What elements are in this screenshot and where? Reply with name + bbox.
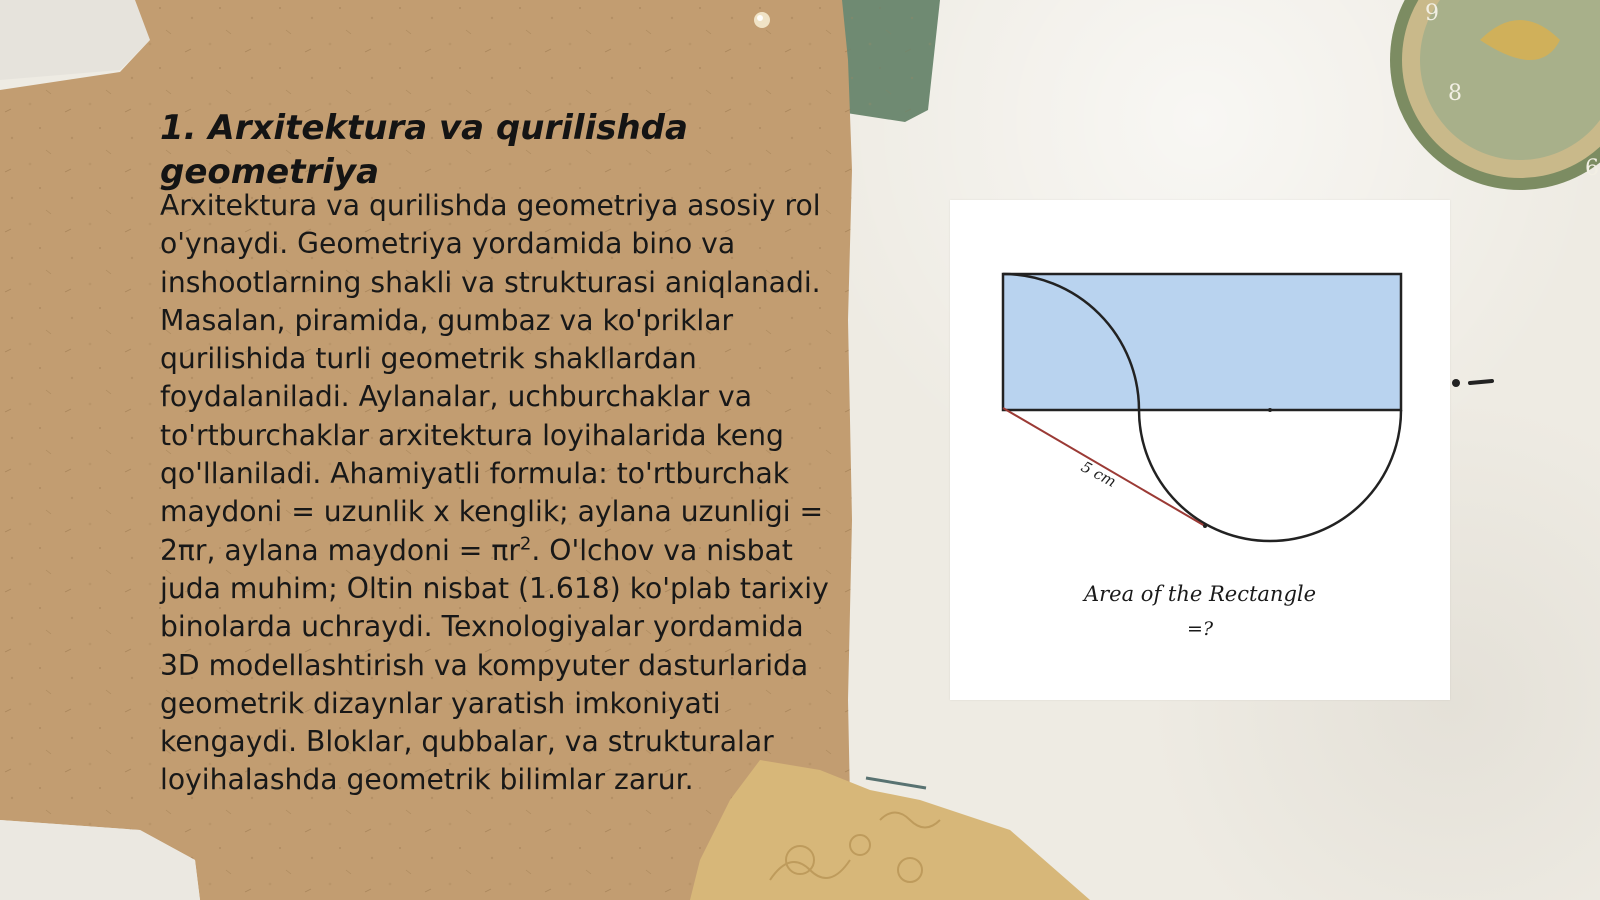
body-text-superscript: 2 bbox=[519, 533, 532, 555]
rectangle-shape bbox=[1003, 274, 1401, 410]
figure-caption-question: =? bbox=[1186, 618, 1214, 640]
svg-text:9: 9 bbox=[1425, 1, 1439, 26]
figure-caption-title: Area of the Rectangle bbox=[1083, 582, 1317, 606]
svg-text:6: 6 bbox=[1585, 156, 1599, 181]
clock-decoration bbox=[1390, 0, 1600, 190]
center-point bbox=[1268, 408, 1272, 412]
slide-title: 1. Arxitektura va qurilishda geometriya bbox=[160, 108, 688, 192]
semicircle-arc bbox=[1139, 410, 1401, 541]
slide-body-text bbox=[160, 187, 832, 800]
geometry-figure-card bbox=[950, 200, 1450, 700]
dimension-label: 5 cm bbox=[1078, 457, 1120, 491]
body-text-part-2: . O'lchov va nisbat juda muhim; Oltin nisbat (1.618) ko'plab tarixiy binolarda uchraydi. Texnologiyalar yordamida 3D modellashtirish va kompyuter dasturlarida geometrik dizaynlar yaratish imkoniyati kengaydi. Bloklar, qubbalar, va strukturalar loyihalashda geometrik bilimlar zarur. bbox=[160, 533, 829, 797]
body-text-part-1: Arxitektura va qurilishda geometriya asosiy rol o'ynaydi. Geometriya yordamida bino va inshootlarning shakli va strukturasi aniqlanadi. Masalan, piramida, gumbaz va ko'priklar qurilishida turli geometrik shakllardan foydalaniladi. Aylanalar, uchburchaklar va to'rtburchaklar arxitektura loyihalarida keng qo'llaniladi. Ahamiyatli formula: to'rtburchak maydoni = uzunlik x kenglik; aylana uzunligi = 2πr, aylana maydoni = πr bbox=[160, 189, 824, 567]
svg-text:8: 8 bbox=[1448, 81, 1462, 106]
